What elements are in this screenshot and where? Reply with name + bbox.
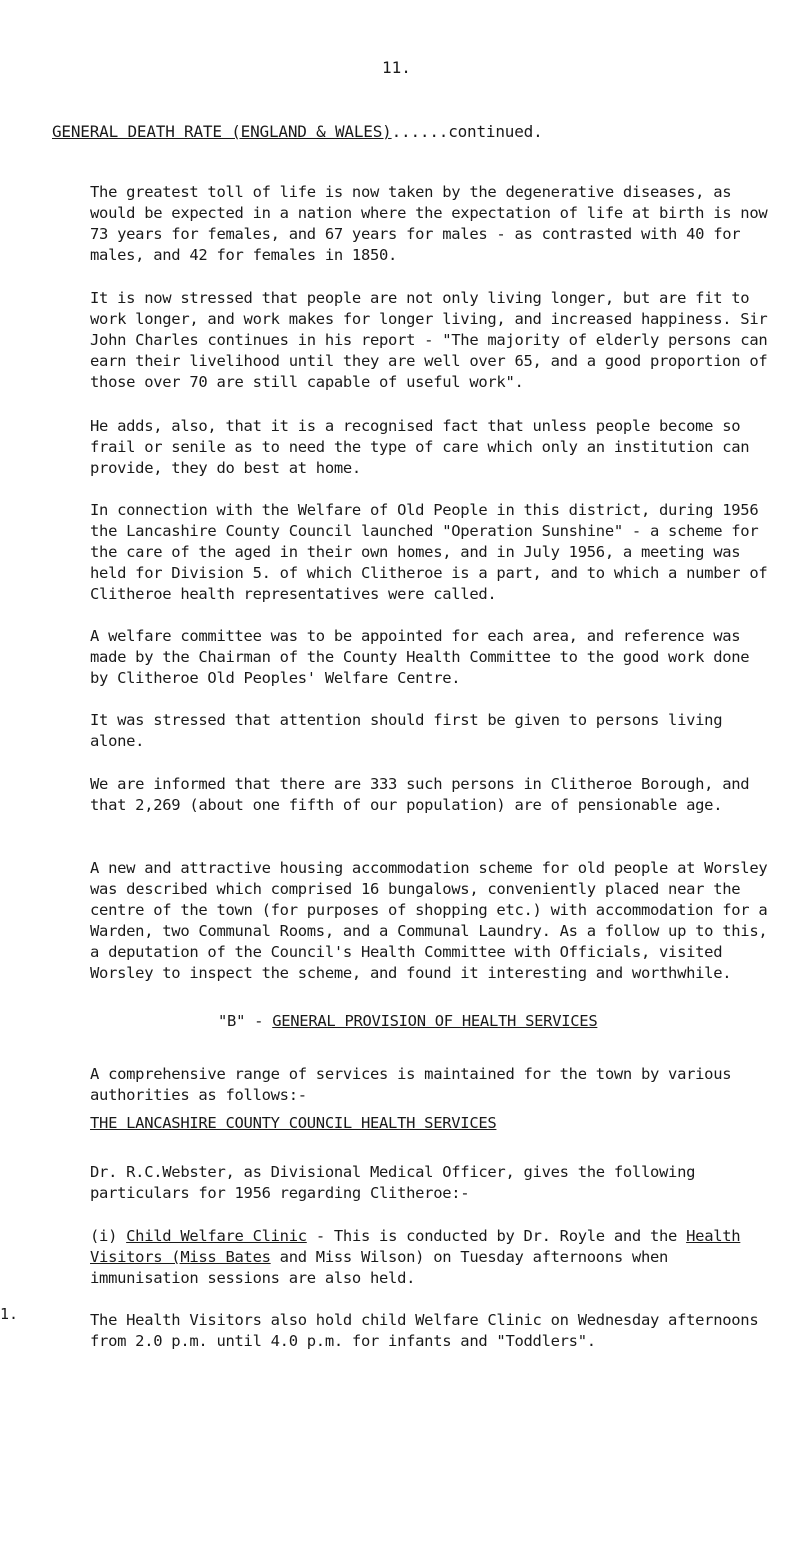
subsection-intro: Dr. R.C.Webster, as Divisional Medical Officer, gives the following particulars for 1956 regarding Clitheroe:- — [90, 1163, 696, 1202]
paragraph-operation-sunshine: In connection with the Welfare of Old People in this district, during 1956 the Lancashire County Council launched "Operation Sunshine" - a scheme for the care of the aged in their own homes, and in July 1956, a meeting was held for Division 5. of which Clitheroe is a part, and to which a number of Clitheroe health representatives were called. — [90, 501, 768, 603]
section-b-prefix: "B" - — [218, 1012, 273, 1030]
subsection-heading — [90, 1114, 496, 1132]
paragraph-care-at-home: He adds, also, that it is a recognised fact that unless people become so frail or senile as to need the type of care which only an institution can provide, they do best at home. — [90, 417, 750, 477]
margin-mark: 1. — [0, 1305, 19, 1323]
paragraph-work-longer: It is now stressed that people are not only living longer, but are fit to work longer, and work makes for longer living, and increased happiness. Sir John Charles continues in his report - "The majority of elderly persons can earn their livelihood until they are well over 65, and a good proportion of those over 70 are still capable of useful work". — [90, 289, 768, 391]
paragraph-persons-alone: It was stressed that attention should first be given to persons living alone. — [90, 711, 723, 750]
header-suffix: ......continued. — [391, 122, 543, 141]
page-number: 11. — [382, 58, 411, 77]
item-i-visitors: Health Visitors (Miss Bates — [90, 1227, 741, 1266]
subsection-title: THE LANCASHIRE COUNTY COUNCIL HEALTH SERVICES — [90, 1114, 497, 1132]
paragraph-worsley-scheme: A new and attractive housing accommodation scheme for old people at Worsley was described which comprised 16 bungalows, conveniently placed near the centre of the town (for purposes of shopping etc.) with accommodation for a Warden, two Communal Rooms, and a Communal Laundry. As a follow up to this, a deputation of the Council's Health Committee with Officials, visited Worsley to inspect the scheme, and found it interesting and worthwhile. — [90, 859, 768, 982]
item-i-label: (i) — [90, 1227, 127, 1245]
item-child-welfare-clinic — [90, 1226, 770, 1289]
item-i-title: Child Welfare Clinic — [126, 1227, 307, 1245]
section-b-heading — [218, 1012, 597, 1030]
section-b-intro: A comprehensive range of services is maintained for the town by various authorities as follows:- — [90, 1065, 732, 1104]
paragraph-pensionable-age: We are informed that there are 333 such persons in Clitheroe Borough, and that 2,269 (about one fifth of our population) are of pensionable age. — [90, 775, 750, 814]
paragraph-closing: The Health Visitors also hold child Welfare Clinic on Wednesday afternoons from 2.0 p.m. until 4.0 p.m. for infants and "Toddlers". — [90, 1311, 759, 1350]
item-i-text-a: - This is conducted by Dr. Royle and the — [306, 1227, 687, 1245]
item-i-text-b: and Miss Wilson) on Tuesday afternoons when immunisation sessions are also held. — [90, 1248, 669, 1287]
page-header — [52, 122, 543, 141]
section-b-title: GENERAL PROVISION OF HEALTH SERVICES — [272, 1012, 598, 1030]
header-title: GENERAL DEATH RATE (ENGLAND & WALES) — [52, 122, 392, 141]
paragraph-welfare-committee: A welfare committee was to be appointed for each area, and reference was made by the Chairman of the County Health Committee to the good work done by Clitheroe Old Peoples' Welfare Centre. — [90, 627, 750, 687]
paragraph-life-expectancy: The greatest toll of life is now taken by the degenerative diseases, as would be expected in a nation where the expectation of life at birth is now 73 years for females, and 67 years for males - as contrasted with 40 for males, and 42 for females in 1850. — [90, 183, 768, 264]
